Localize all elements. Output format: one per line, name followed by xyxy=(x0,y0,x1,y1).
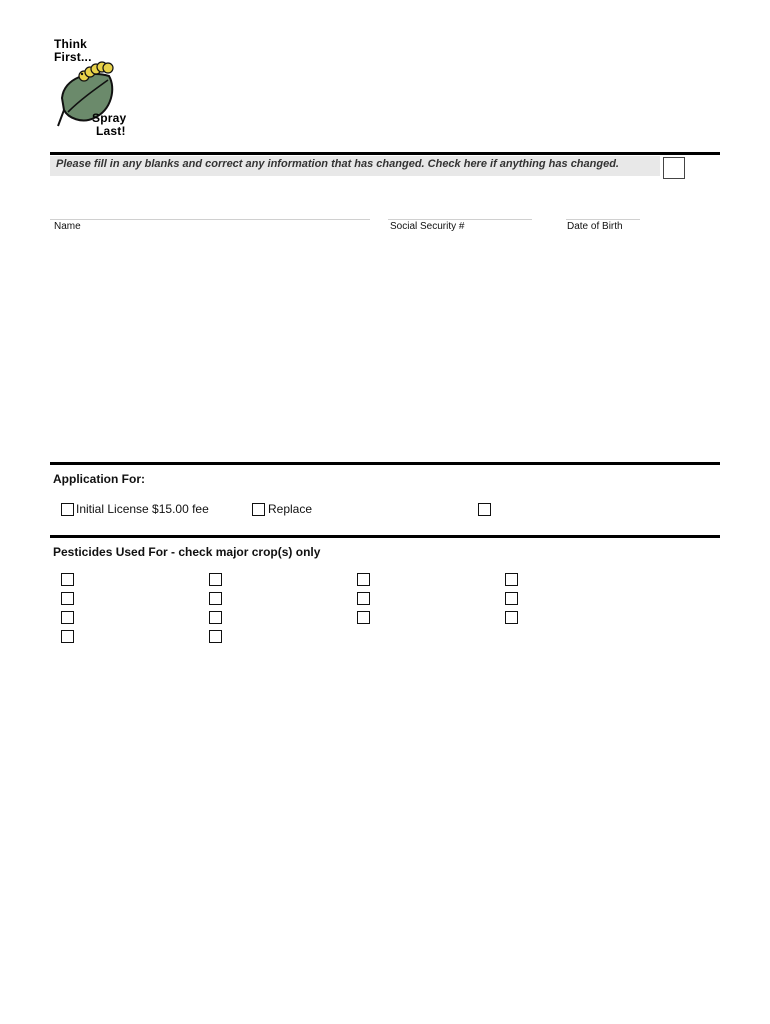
application-option-3-checkbox[interactable] xyxy=(478,503,491,516)
crop-checkbox[interactable] xyxy=(209,573,222,586)
ssn-field[interactable] xyxy=(388,219,532,220)
crop-checkbox[interactable] xyxy=(209,592,222,605)
initial-license-label: Initial License $15.00 fee xyxy=(76,502,209,516)
logo-line-1: Think xyxy=(54,37,87,51)
pesticides-rule xyxy=(50,535,720,538)
top-rule xyxy=(50,152,720,155)
name-field[interactable] xyxy=(50,219,370,220)
logo-line-2: First... xyxy=(54,50,92,64)
ssn-label: Social Security # xyxy=(390,221,465,232)
crop-checkbox[interactable] xyxy=(357,592,370,605)
crop-checkbox[interactable] xyxy=(357,573,370,586)
crop-checkbox[interactable] xyxy=(505,611,518,624)
replace-checkbox[interactable] xyxy=(252,503,265,516)
crop-checkbox[interactable] xyxy=(505,592,518,605)
crop-checkbox[interactable] xyxy=(357,611,370,624)
application-heading: Application For: xyxy=(53,472,145,486)
crop-checkbox[interactable] xyxy=(61,592,74,605)
notice-text: Please fill in any blanks and correct any information that has changed. Check here if anything has changed. xyxy=(56,158,619,170)
application-rule xyxy=(50,462,720,465)
crop-checkbox[interactable] xyxy=(209,611,222,624)
crop-checkbox[interactable] xyxy=(61,611,74,624)
name-label: Name xyxy=(54,221,81,232)
crop-checkbox[interactable] xyxy=(209,630,222,643)
initial-license-checkbox[interactable] xyxy=(61,503,74,516)
replace-label: Replace xyxy=(268,502,313,516)
dob-field[interactable] xyxy=(566,219,640,220)
crop-checkbox[interactable] xyxy=(505,573,518,586)
logo-line-4: Last! xyxy=(96,124,126,138)
logo-line-3: Spray xyxy=(92,111,127,125)
pesticides-heading: Pesticides Used For - check major crop(s) only xyxy=(53,545,321,559)
anything-changed-checkbox[interactable] xyxy=(663,157,685,179)
crop-checkbox[interactable] xyxy=(61,573,74,586)
think-first-spray-last-logo xyxy=(50,36,130,140)
dob-label: Date of Birth xyxy=(567,221,623,232)
crop-checkbox[interactable] xyxy=(61,630,74,643)
